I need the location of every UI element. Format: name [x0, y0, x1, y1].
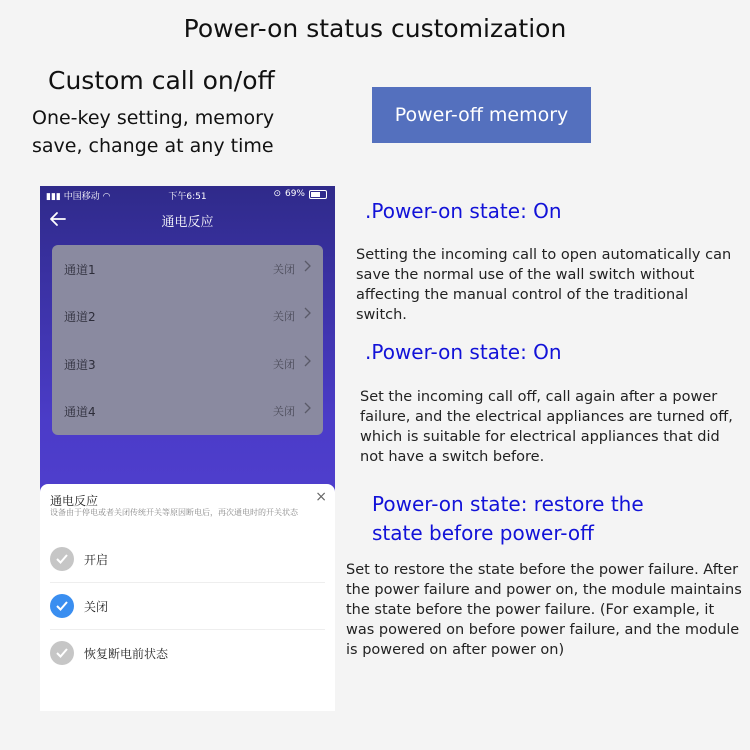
carrier-label: ▮▮▮ 中国移动 ◠ — [46, 192, 111, 202]
check-circle-icon — [50, 547, 74, 571]
option-label: 关闭 — [84, 600, 109, 614]
section-2-heading: .Power-on state: On — [365, 340, 562, 364]
alarm-icon: ⊙ — [273, 189, 281, 199]
signal-icon: ▮▮▮ — [46, 192, 61, 202]
phone-screen — [40, 186, 335, 711]
section-2-text: Set the incoming call off, call again after a power failure, and the electrical appliances are turned off, which is suitable for electrical appliances that did not have a switch before. — [360, 389, 733, 465]
channel-value: 关闭 — [273, 310, 295, 323]
channel-value: 关闭 — [273, 405, 295, 418]
channel-row-3[interactable] — [52, 340, 323, 387]
nav-bar — [40, 206, 335, 234]
option-label: 开启 — [84, 553, 109, 567]
status-time: 下午6:51 — [168, 192, 207, 202]
option-restore[interactable] — [50, 630, 325, 676]
check-circle-icon — [50, 641, 74, 665]
channel-label: 通道4 — [64, 405, 96, 419]
wifi-icon: ◠ — [102, 192, 111, 202]
channel-value: 关闭 — [273, 263, 295, 276]
power-off-memory-badge: Power-off memory — [372, 87, 591, 143]
channel-row-2[interactable] — [52, 292, 323, 339]
section-1-text: Setting the incoming call to open automatically can save the normal use of the wall switch without affecting the manual control of the traditional switch. — [356, 247, 732, 323]
check-circle-icon — [50, 594, 74, 618]
page-title: Power-on status customization — [183, 14, 567, 43]
channel-row-4[interactable] — [52, 387, 323, 434]
custom-call-description: One-key setting, memory save, change at any time — [32, 107, 275, 157]
battery-icon — [309, 190, 327, 199]
status-right — [273, 189, 327, 199]
section-1-heading: .Power-on state: On — [365, 199, 562, 223]
chevron-right-icon — [303, 402, 311, 414]
chevron-right-icon — [303, 355, 311, 367]
section-3-heading: Power-on state: restore the state before power-off — [372, 492, 644, 545]
channel-list — [52, 245, 323, 435]
channel-row-1[interactable] — [52, 245, 323, 292]
custom-call-title: Custom call on/off — [48, 66, 275, 95]
option-on[interactable] — [50, 536, 325, 583]
close-icon[interactable]: × — [315, 489, 327, 505]
section-3-text: Set to restore the state before the power failure. After the power failure and power on, the module maintains the state before the power failure. (For example, it was powered on before power failure, and the module is powered on after power on) — [346, 562, 742, 658]
option-off[interactable] — [50, 583, 325, 630]
chevron-right-icon — [303, 307, 311, 319]
sheet-title: 通电反应 — [50, 494, 99, 508]
option-label: 恢复断电前状态 — [84, 647, 169, 661]
battery-percent: 69% — [284, 189, 305, 199]
channel-label: 通道2 — [64, 310, 96, 324]
status-bar — [40, 186, 335, 204]
power-reaction-sheet — [40, 484, 335, 711]
channel-label: 通道3 — [64, 358, 96, 372]
chevron-right-icon — [303, 260, 311, 272]
nav-title: 通电反应 — [161, 215, 214, 230]
sheet-description: 设备由于停电或者关闭传统开关等原因断电后，再次通电时的开关状态 — [50, 508, 298, 517]
channel-value: 关闭 — [273, 358, 295, 371]
channel-label: 通道1 — [64, 263, 96, 277]
